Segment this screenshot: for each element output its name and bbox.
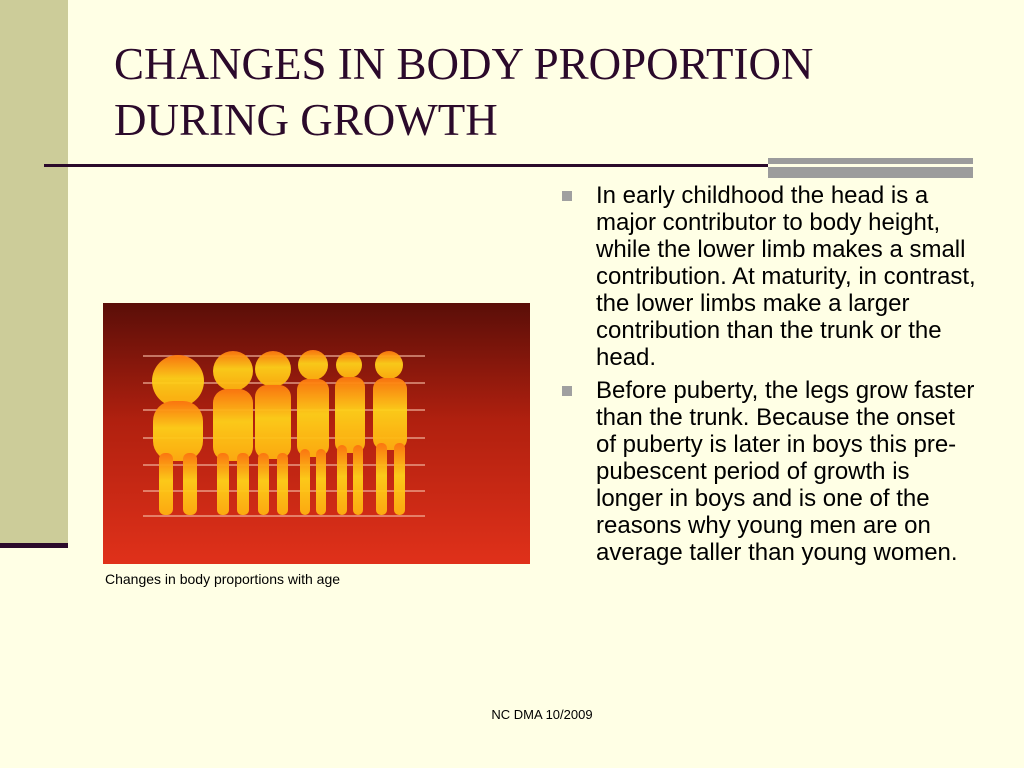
slide-title: CHANGES IN BODY PROPORTION DURING GROWTH: [114, 39, 814, 145]
bullet-text: Before puberty, the legs grow faster than the trunk. Because the onset of puberty is later in boys this pre-pubescent period of growth is longer in boys and is one of the reasons why young men are on average taller than young women.: [596, 377, 975, 566]
footer-text: NC DMA 10/2009: [491, 707, 593, 722]
body-proportions-image: [103, 303, 530, 564]
figure-caption: Changes in body proportions with age: [105, 571, 341, 587]
square-bullet-icon: [562, 191, 572, 201]
title-divider: [44, 164, 768, 167]
body-proportions-figure: [103, 303, 530, 564]
slide-footer: [0, 707, 1024, 722]
bullet-item: [560, 182, 980, 371]
title-accent-bar: [768, 158, 973, 178]
bullet-list: [560, 182, 980, 572]
square-bullet-icon: [562, 386, 572, 396]
bullet-text: In early childhood the head is a major contributor to body height, while the lower limb makes a small contribution. At maturity, in contrast, the lower limbs make a larger contribution than the trunk or the head.: [596, 182, 976, 371]
left-sidebar-bar: [0, 0, 68, 543]
bullet-item: [560, 377, 980, 566]
left-sidebar-rule: [0, 543, 68, 548]
